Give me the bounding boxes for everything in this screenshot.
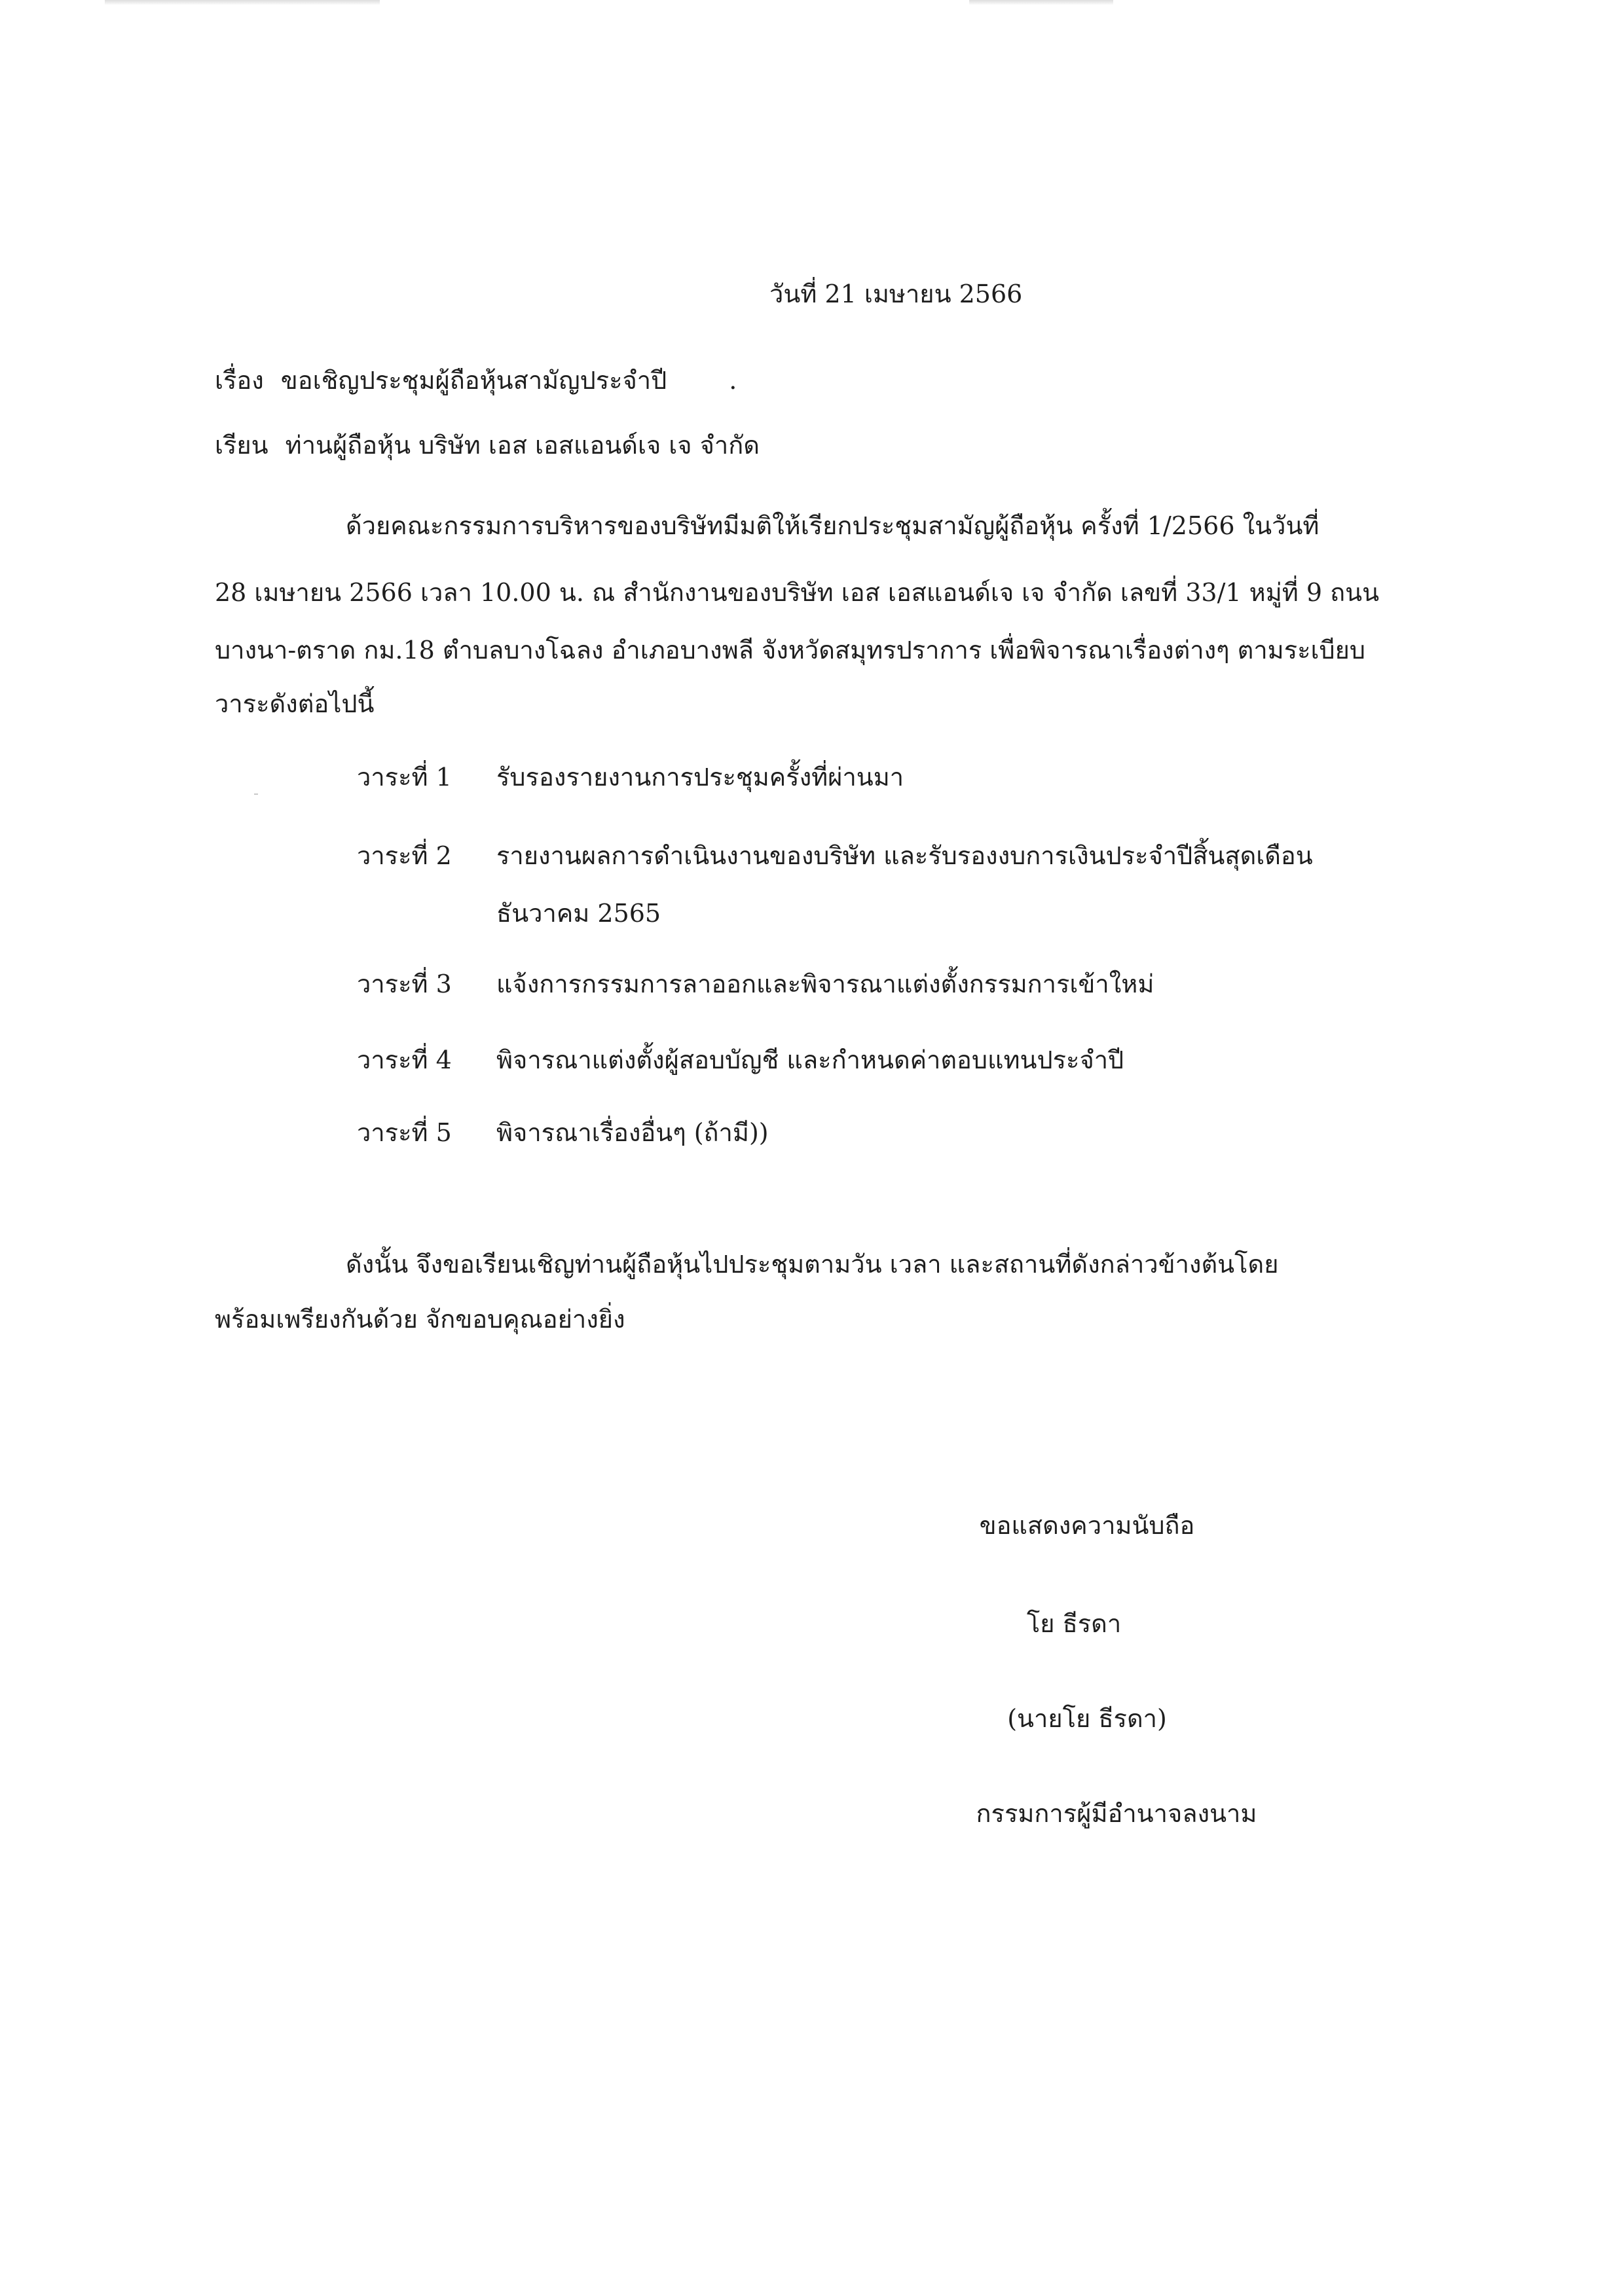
recipient-text: ท่านผู้ถือหุ้น บริษัท เอส เอสแอนด์เจ เจ จำกัด	[285, 431, 760, 460]
signatory-title: กรรมการผู้มีอำนาจลงนาม	[976, 1799, 1257, 1828]
recipient-label: เรียน	[215, 431, 268, 460]
agenda-text: รายงานผลการดำเนินงานของบริษัท และรับรองงบการเงินประจำปีสิ้นสุดเดือน	[496, 841, 1313, 870]
closing-line: ดังนั้น จึงขอเรียนเชิญท่านผู้ถือหุ้นไปประชุมตามวัน เวลา และสถานที่ดังกล่าวข้างต้นโดย	[346, 1250, 1279, 1279]
agenda-label: วาระที่ 2	[357, 841, 452, 870]
subject-tail: .	[729, 366, 737, 395]
letter-date: วันที่ 21 เมษายน 2566	[769, 280, 1023, 308]
paragraph-line: ด้วยคณะกรรมการบริหารของบริษัทมีมติให้เรียกประชุมสามัญผู้ถือหุ้น ครั้งที่ 1/2566 ในวันที่	[346, 511, 1320, 540]
closing-line: พร้อมเพรียงกันด้วย จักขอบคุณอย่างยิ่ง	[215, 1305, 625, 1334]
subject-line	[215, 364, 737, 397]
agenda-text: แจ้งการกรรมการลาออกและพิจารณาแต่งตั้งกรรมการเข้าใหม่	[496, 970, 1154, 998]
printed-name: (นายโย ธีรดา)	[1007, 1704, 1167, 1733]
agenda-text: พิจารณาแต่งตั้งผู้สอบบัญชี และกำหนดค่าตอบแทนประจำปี	[496, 1046, 1124, 1074]
agenda-text-continued: ธันวาคม 2565	[496, 899, 661, 928]
scan-shadow-mark	[969, 0, 1113, 5]
agenda-label: วาระที่ 4	[357, 1046, 452, 1074]
scan-shadow-mark	[105, 0, 380, 5]
agenda-label: วาระที่ 1	[357, 763, 452, 792]
subject-label: เรื่อง	[215, 366, 264, 395]
subject-text: ขอเชิญประชุมผู้ถือหุ้นสามัญประจำปี	[280, 366, 667, 395]
paragraph-line: วาระดังต่อไปนี้	[215, 689, 375, 718]
paragraph-line: บางนา-ตราด กม.18 ตำบลบางโฉลง อำเภอบางพลี จังหวัดสมุทรปราการ เพื่อพิจารณาเรื่องต่างๆ ตามระเบียบ	[215, 636, 1366, 665]
paragraph-line: 28 เมษายน 2566 เวลา 10.00 น. ณ สำนักงานของบริษัท เอส เอสแอนด์เจ เจ จำกัด เลขที่ 33/1 หมู่ที่ 9 ถนน	[215, 578, 1380, 607]
regards-line: ขอแสดงความนับถือ	[979, 1511, 1195, 1540]
agenda-label: วาระที่ 5	[357, 1118, 452, 1147]
signature: โย ธีรดา	[1026, 1609, 1122, 1638]
agenda-text: พิจารณาเรื่องอื่นๆ (ถ้ามี))	[496, 1118, 769, 1147]
recipient-line	[215, 429, 760, 462]
scan-speck	[254, 793, 258, 795]
agenda-label: วาระที่ 3	[357, 970, 452, 998]
agenda-text: รับรองรายงานการประชุมครั้งที่ผ่านมา	[496, 763, 904, 792]
